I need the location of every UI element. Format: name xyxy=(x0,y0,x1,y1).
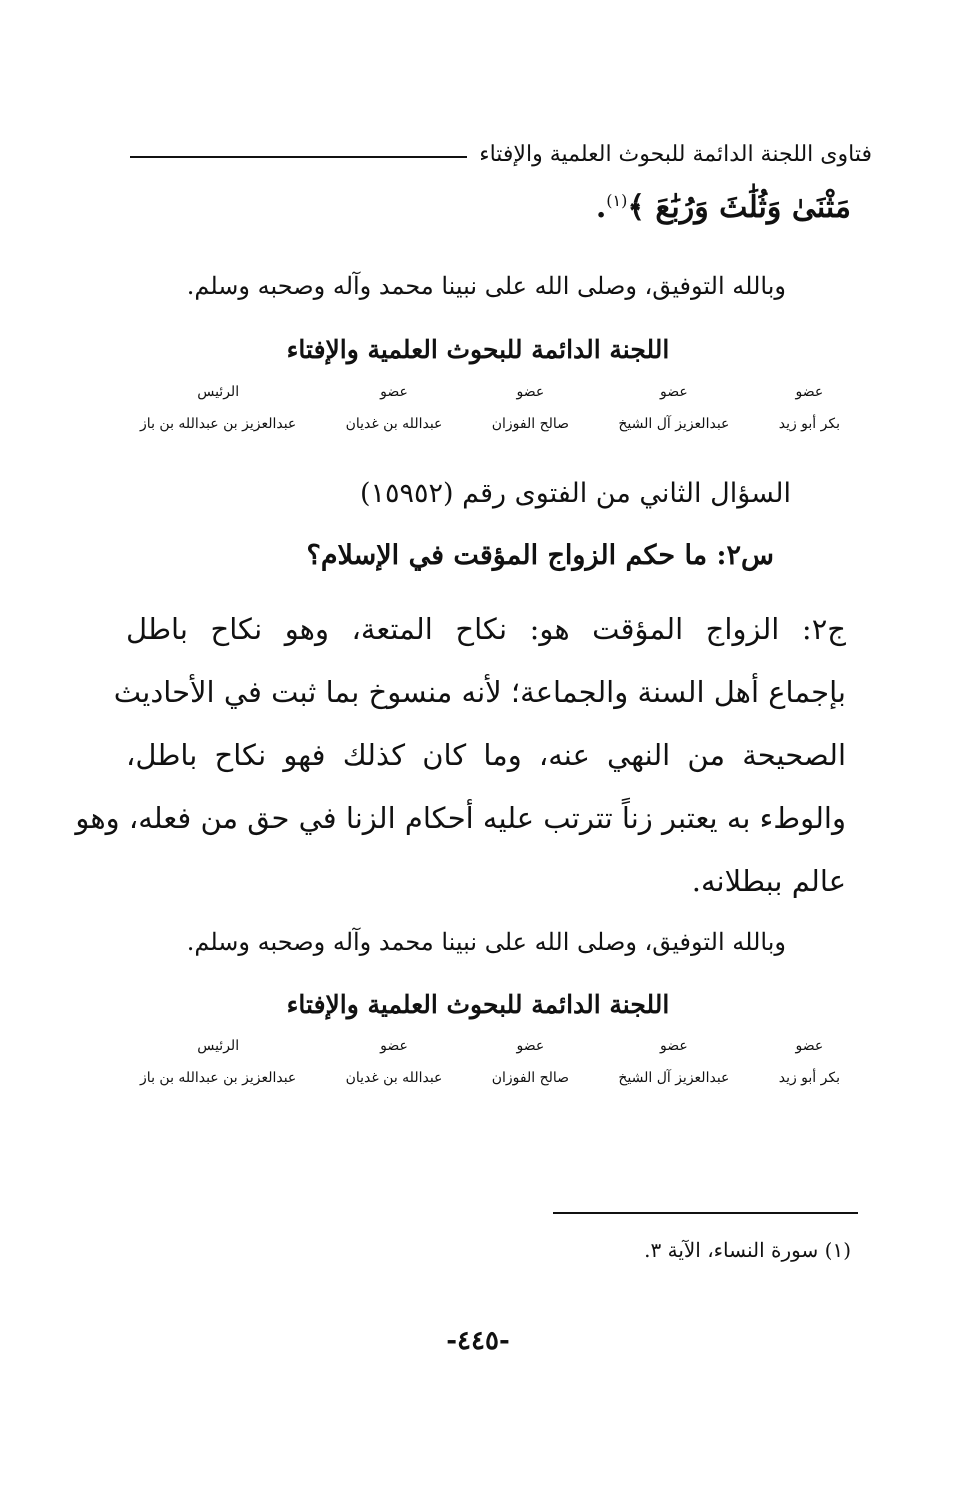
signatory xyxy=(618,1038,729,1086)
signatory xyxy=(779,1038,840,1086)
header-rule xyxy=(130,156,467,158)
signatory xyxy=(140,384,296,432)
page-number: -٤٤٥- xyxy=(446,1326,510,1356)
signatory xyxy=(779,384,840,432)
answer-line: والوطء به يعتبر زناً تترتب عليه أحكام الزنا في حق من فعله، وهو xyxy=(75,801,846,835)
signatory-role: عضو xyxy=(660,1038,688,1054)
quran-verse-fragment xyxy=(596,190,851,225)
signatory-name: صالح الفوزان xyxy=(491,1070,570,1086)
header-title: فتاوى اللجنة الدائمة للبحوث العلمية والإفتاء xyxy=(479,141,872,167)
signatory xyxy=(346,1038,443,1086)
answer-line: عالم ببطلانه. xyxy=(691,864,846,898)
signatory-name: عبدالعزيز آل الشيخ xyxy=(618,416,730,432)
footnote-marker: (١) xyxy=(606,191,628,210)
committee-name-2: اللجنة الدائمة للبحوث العلمية والإفتاء xyxy=(286,990,670,1019)
signatory-role: الرئيس xyxy=(197,1038,240,1054)
committee-name-1: اللجنة الدائمة للبحوث العلمية والإفتاء xyxy=(286,335,670,364)
signatory-role: الرئيس xyxy=(197,384,240,400)
answer-line: ج٢: الزواج المؤقت هو: نكاح المتعة، وهو نكاح باطل xyxy=(126,612,846,646)
closing-formula-1: وبالله التوفيق، وصلى الله على نبينا محمد وآله وصحبه وسلم. xyxy=(186,272,786,300)
signatories-2 xyxy=(140,1038,840,1086)
signatory-role: عضو xyxy=(380,1038,408,1054)
signatory-name: عبدالله بن غديان xyxy=(345,1070,443,1086)
question: س٢: ما حكم الزواج المؤقت في الإسلام؟ xyxy=(306,540,774,571)
signatories-1 xyxy=(140,384,840,432)
signatory-role: عضو xyxy=(795,384,824,400)
footnote-rule xyxy=(553,1212,858,1214)
running-header xyxy=(130,134,872,174)
quran-text: مَثْنَىٰ وَثُلَٰثَ وَرُبَٰعَ ﴾ xyxy=(627,190,851,225)
signatory-name: عبدالعزيز بن عبدالله بن باز xyxy=(140,1070,297,1086)
signatory-name: عبدالعزيز آل الشيخ xyxy=(618,1070,730,1086)
signatory-role: عضو xyxy=(516,1038,545,1054)
signatory xyxy=(346,384,443,432)
signatory-role: عضو xyxy=(380,384,408,400)
fatwa-reference: السؤال الثاني من الفتوى رقم (١٥٩٥٢) xyxy=(359,478,791,509)
signatory xyxy=(492,1038,569,1086)
signatory-name: صالح الفوزان xyxy=(491,416,570,432)
closing-formula-2: وبالله التوفيق، وصلى الله على نبينا محمد وآله وصحبه وسلم. xyxy=(186,928,786,956)
signatory-role: عضو xyxy=(516,384,545,400)
signatory-name: عبدالعزيز بن عبدالله بن باز xyxy=(140,416,297,432)
footnote: (١) سورة النساء، الآية ٣. xyxy=(644,1238,851,1262)
signatory-name: بكر أبو زيد xyxy=(778,416,840,432)
signatory xyxy=(140,1038,296,1086)
quran-end: . xyxy=(595,190,607,225)
signatory-name: عبدالله بن غديان xyxy=(345,416,443,432)
signatory-name: بكر أبو زيد xyxy=(778,1070,840,1086)
answer xyxy=(75,598,846,913)
signatory-role: عضو xyxy=(660,384,688,400)
signatory xyxy=(492,384,569,432)
signatory xyxy=(618,384,729,432)
answer-line: الصحيحة من النهي عنه، وما كان كذلك فهو نكاح باطل، xyxy=(126,738,846,772)
signatory-role: عضو xyxy=(795,1038,824,1054)
answer-line: بإجماع أهل السنة والجماعة؛ لأنه منسوخ بما ثبت في الأحاديث xyxy=(113,675,846,709)
